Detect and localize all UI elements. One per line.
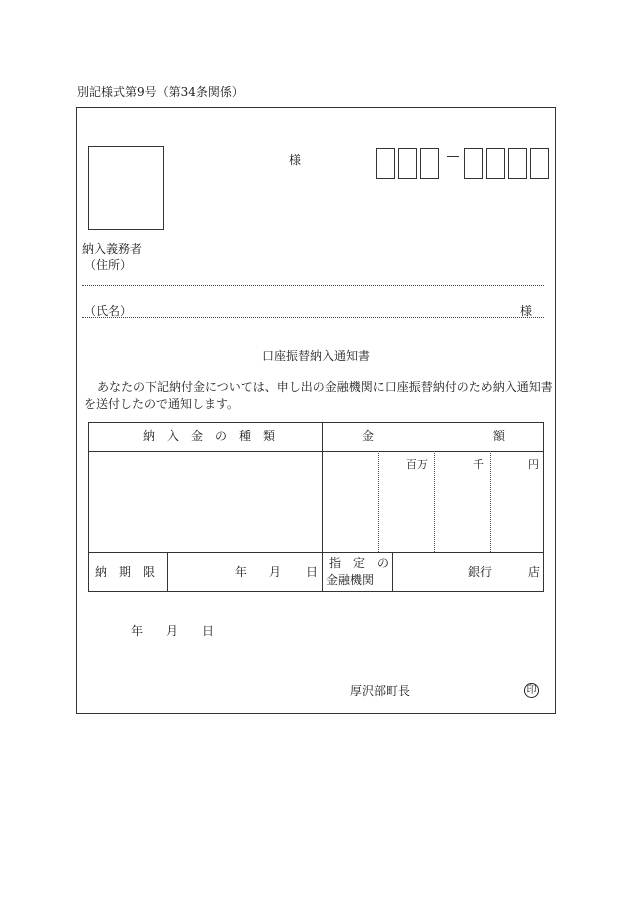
bank-suffix: 銀行 <box>468 565 493 579</box>
taxpayer-label: 納入義務者 <box>82 242 143 256</box>
unit-thousand: 千 <box>473 458 484 471</box>
table-col-rule <box>167 552 168 591</box>
bank-label-line-1: 指 定 の <box>329 556 390 570</box>
due-date-label: 納 期 限 <box>95 565 156 579</box>
amount-header-gaku: 額 <box>493 429 506 443</box>
postal-digit-box <box>420 148 439 179</box>
amount-header-kin: 金 <box>362 429 375 443</box>
payment-type-cell[interactable] <box>89 451 321 550</box>
postal-digit-box <box>398 148 417 179</box>
body-line-2: を送付したので通知します。 <box>84 397 240 411</box>
branch-suffix: 店 <box>528 565 541 579</box>
unit-yen: 円 <box>528 458 539 471</box>
notice-title: 口座振替納入通知書 <box>262 349 371 363</box>
seal-mark: 印 <box>524 683 539 698</box>
name-suffix: 様 <box>520 304 533 318</box>
addressee-suffix: 様 <box>289 153 302 167</box>
postal-digit-box <box>486 148 505 179</box>
name-line[interactable] <box>82 317 544 318</box>
postal-dash <box>447 156 459 157</box>
table-col-rule <box>322 552 323 591</box>
address-label: （住所） <box>84 258 133 272</box>
issuer-name: 厚沢部町長 <box>350 684 411 698</box>
type-header: 納 入 金 の 種 類 <box>143 429 276 443</box>
postal-digit-box <box>464 148 483 179</box>
issue-day: 日 <box>202 624 215 638</box>
due-day: 日 <box>306 565 319 579</box>
issue-month: 月 <box>166 624 179 638</box>
postal-digit-box <box>508 148 527 179</box>
due-year: 年 <box>235 565 248 579</box>
bank-label-line-2: 金融機関 <box>326 573 375 587</box>
postal-digit-box <box>376 148 395 179</box>
postal-digit-box <box>530 148 549 179</box>
table-col-rule <box>392 552 393 591</box>
form-number-label: 別記様式第9号（第34条関係） <box>77 85 244 99</box>
body-line-1: あなたの下記納付金については、申し出の金融機関に口座振替納付のため納入通知書 <box>97 380 553 394</box>
unit-million: 百万 <box>406 458 428 471</box>
due-month: 月 <box>269 565 282 579</box>
amount-cell[interactable] <box>323 470 543 550</box>
table-row-rule <box>89 552 543 553</box>
issue-year: 年 <box>131 624 144 638</box>
address-window-box <box>88 146 164 230</box>
name-label: （氏名） <box>84 304 133 318</box>
address-line[interactable] <box>82 285 544 286</box>
